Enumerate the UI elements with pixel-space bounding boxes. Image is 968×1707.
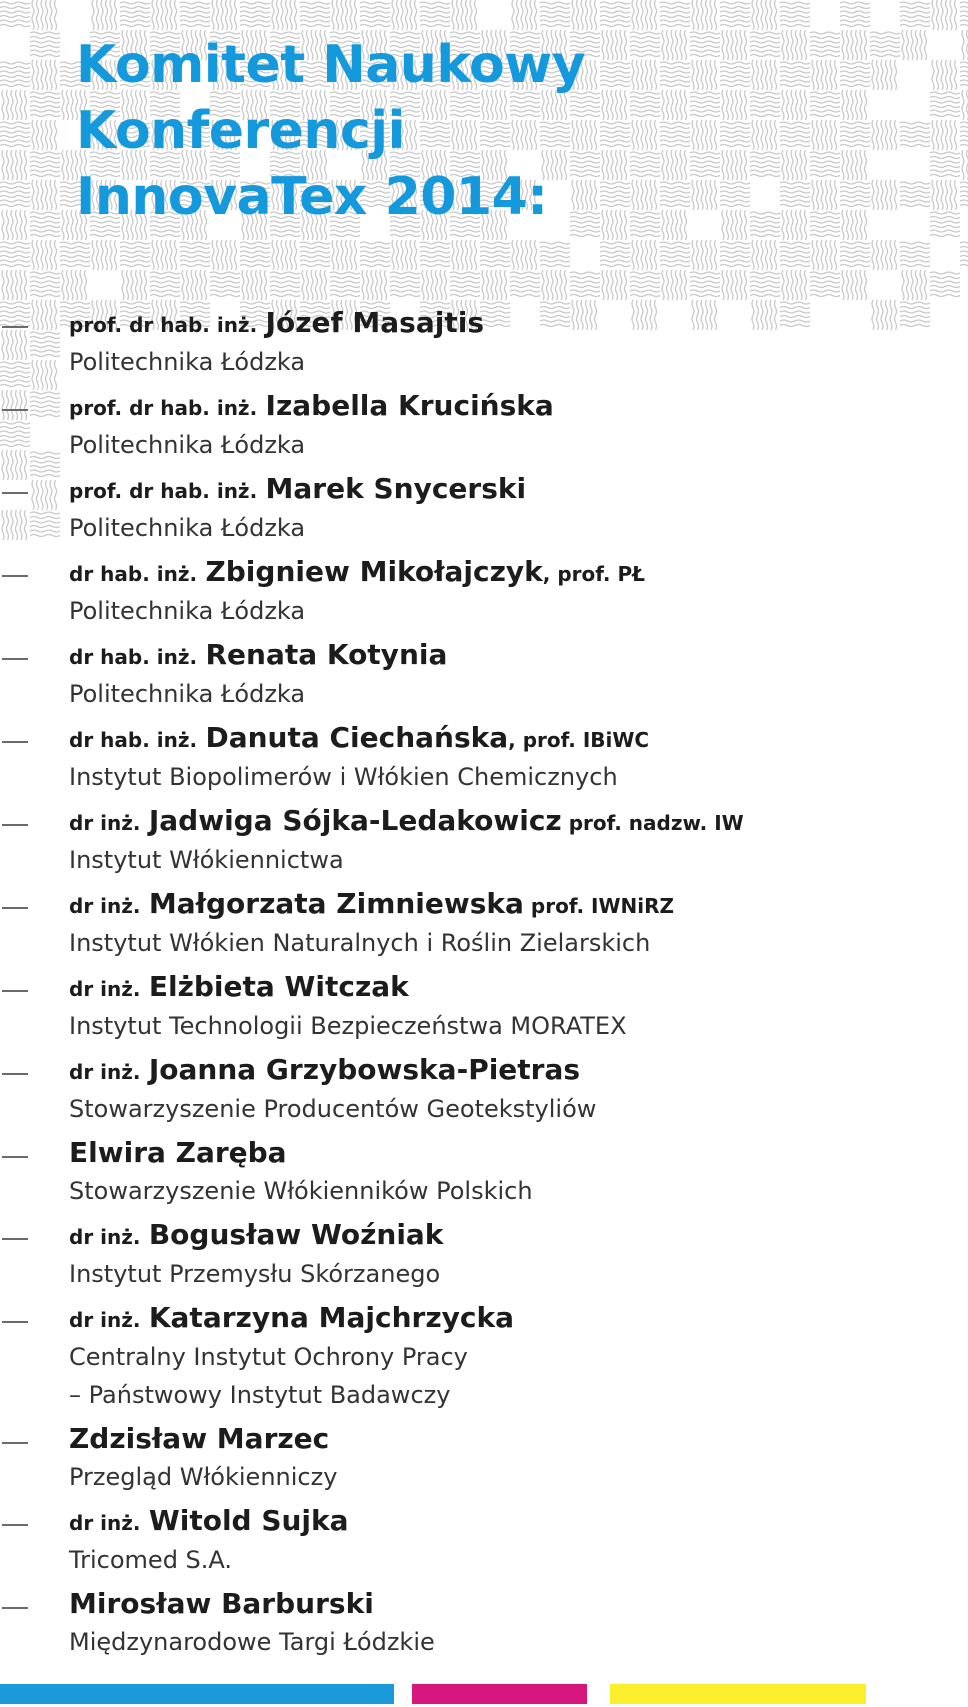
dash-marker [2,824,28,826]
wave-tile [960,2,968,27]
member-suffix: , prof. IBiWC [508,728,650,752]
dash-marker [2,1238,28,1240]
committee-member [0,554,968,630]
member-institution: Stowarzyszenie Włókienników Polskich [69,1177,533,1205]
wave-tile [662,90,687,120]
wave-tile [722,150,747,180]
member-institution: Instytut Przemysłu Skórzanego [69,1260,441,1288]
wave-tile [0,122,30,147]
member-suffix: , prof. PŁ [542,562,645,586]
member-institution: Politechnika Łódzka [69,597,306,625]
member-institution: Instytut Włókien Naturalnych i Roślin Zielarskich [69,929,651,957]
dash-marker [2,1524,28,1526]
committee-member [0,886,968,962]
wave-tile [812,180,837,210]
wave-tile [842,270,867,300]
wave-tile [660,2,690,27]
wave-tile [32,0,57,30]
wave-tile [602,210,627,240]
wave-tile [780,242,810,267]
wave-tile [930,212,960,237]
committee-member [0,969,968,1045]
member-institution: Politechnika Łódzka [69,348,306,376]
wave-tile [660,242,690,267]
member-name-line [69,388,968,426]
wave-tile [392,240,417,270]
wave-tile [422,270,447,300]
member-name: Jadwiga Sójka-Ledakowicz [148,804,562,837]
wave-tile [570,272,600,297]
wave-tile [782,30,807,60]
wave-tile [962,90,968,120]
wave-tile [872,60,897,90]
member-name-line [69,637,968,675]
dash-marker [2,1073,28,1075]
wave-tile [540,2,570,27]
wave-tile [330,272,360,297]
wave-tile [452,0,477,30]
wave-tile [960,182,968,207]
wave-tile [720,182,750,207]
wave-tile [542,270,567,300]
wave-tile [722,90,747,120]
member-title: dr hab. inż. [69,728,198,752]
wave-tile [392,0,417,30]
committee-member [0,1217,968,1293]
wave-tile [872,120,897,150]
committee-member [0,1135,968,1210]
wave-tile [690,272,720,297]
wave-tile [240,242,270,267]
wave-tile [690,152,720,177]
member-name-line [69,1503,968,1541]
wave-tile [752,240,777,270]
wave-tile [900,182,930,207]
wave-tile [632,240,657,270]
wave-tile [62,270,87,300]
committee-member [0,305,968,381]
dash-marker [2,326,28,328]
wave-tile [600,62,630,87]
wave-tile [32,120,57,150]
member-name: Zbigniew Mikołajczyk [205,555,543,588]
member-title: dr hab. inż. [69,562,198,586]
wave-tile [2,210,27,240]
wave-tile [720,122,750,147]
wave-tile [870,32,900,57]
wave-tile [932,0,957,30]
wave-tile [632,180,657,210]
wave-tile [632,120,657,150]
wave-tile [32,180,57,210]
member-name: Józef Masajtis [265,306,484,339]
dash-marker [2,409,28,411]
member-title: dr inż. [69,1060,141,1084]
wave-tile [0,242,30,267]
wave-tile [960,122,968,147]
wave-tile [782,270,807,300]
wave-tile [930,92,960,117]
yellow-bar [610,1684,866,1704]
dash-marker [2,1442,28,1444]
wave-tile [750,152,780,177]
wave-tile [810,32,840,57]
wave-tile [750,32,780,57]
committee-member-list [0,305,968,1668]
wave-tile [180,242,210,267]
wave-tile [452,240,477,270]
wave-tile [692,180,717,210]
wave-tile [720,62,750,87]
wave-tile [480,242,510,267]
wave-tile [630,152,660,177]
wave-tile [932,180,957,210]
wave-tile [510,272,540,297]
member-name-line [69,1586,968,1623]
member-title: prof. dr hab. inż. [69,479,258,503]
wave-tile [662,270,687,300]
wave-tile [722,210,747,240]
wave-tile [632,0,657,30]
wave-tile [362,270,387,300]
wave-tile [842,210,867,240]
member-institution: Przegląd Włókienniczy [69,1463,338,1491]
wave-tile [240,2,270,27]
wave-tile [662,210,687,240]
wave-tile [30,152,60,177]
member-suffix: prof. nadzw. IW [561,811,744,835]
wave-tile [272,240,297,270]
wave-tile [0,2,30,27]
wave-tile [0,62,30,87]
wave-tile [152,240,177,270]
member-institution: Międzynarodowe Targi Łódzkie [69,1628,435,1656]
title-line-2: Konferencji [76,101,405,161]
member-title: dr inż. [69,1511,141,1535]
wave-tile [30,92,60,117]
wave-tile [692,60,717,90]
committee-member [0,1300,968,1414]
member-institution: Stowarzyszenie Producentów Geotekstyliów [69,1095,597,1123]
wave-tile [540,242,570,267]
wave-tile [0,182,30,207]
member-institution: Instytut Biopolimerów i Włókien Chemicznych [69,763,618,791]
wave-tile [602,30,627,60]
wave-tile [270,272,300,297]
wave-tile [360,2,390,27]
dash-marker [2,907,28,909]
wave-tile [812,60,837,90]
member-name: Zdzisław Marzec [69,1422,330,1455]
wave-tile [602,90,627,120]
wave-tile [752,60,777,90]
committee-member [0,803,968,879]
member-name: Joanna Grzybowska-Pietras [148,1053,581,1086]
member-name: Marek Snycerski [265,472,527,505]
committee-member [0,1052,968,1128]
wave-tile [840,62,870,87]
wave-tile [720,242,750,267]
member-name-line [69,1052,968,1090]
member-institution-line-2: – Państwowy Instytut Badawczy [69,1381,451,1409]
member-title: dr inż. [69,811,141,835]
wave-tile [932,120,957,150]
wave-tile [752,120,777,150]
wave-tile [92,240,117,270]
wave-tile [390,272,420,297]
member-name-line [69,1300,968,1338]
wave-tile [780,62,810,87]
wave-tile [692,0,717,30]
wave-tile [722,270,747,300]
color-bars [0,1684,968,1704]
member-title: dr hab. inż. [69,645,198,669]
wave-tile [600,182,630,207]
wave-tile [690,92,720,117]
wave-tile [572,0,597,30]
wave-tile [960,242,968,267]
member-title: dr inż. [69,1225,141,1249]
wave-tile [782,90,807,120]
wave-tile [152,0,177,30]
wave-tile [242,270,267,300]
wave-tile [630,92,660,117]
wave-tile [182,270,207,300]
wave-tile [930,272,960,297]
wave-tile [872,240,897,270]
dash-marker [2,741,28,743]
member-title: dr inż. [69,1308,141,1332]
wave-tile [300,2,330,27]
member-name: Renata Kotynia [205,638,448,671]
wave-tile [630,212,660,237]
member-name-line [69,1217,968,1255]
wave-tile [360,242,390,267]
wave-tile [962,150,968,180]
dash-marker [2,990,28,992]
page-title [76,32,585,230]
member-name-line [69,969,968,1007]
wave-tile [32,240,57,270]
wave-tile [932,60,957,90]
wave-tile [60,242,90,267]
wave-tile [632,60,657,90]
wave-tile [752,0,777,30]
wave-tile [30,212,60,237]
wave-tile [810,152,840,177]
wave-tile [962,30,968,60]
wave-tile [332,0,357,30]
member-name: Elwira Zaręba [69,1136,287,1169]
member-name-line [69,554,968,592]
wave-tile [512,240,537,270]
committee-member [0,388,968,464]
wave-tile [600,122,630,147]
wave-tile [812,240,837,270]
member-institution: Politechnika Łódzka [69,514,306,542]
wave-tile [2,270,27,300]
wave-tile [902,30,927,60]
wave-tile [300,242,330,267]
magenta-bar [412,1684,587,1704]
wave-tile [780,2,810,27]
wave-tile [662,30,687,60]
wave-tile [842,150,867,180]
wave-tile [212,240,237,270]
member-name: Małgorzata Zimniewska [148,887,524,920]
dash-marker [2,492,28,494]
member-name-line [69,305,968,343]
wave-tile [840,2,870,27]
committee-member [0,1503,968,1579]
wave-tile [630,32,660,57]
wave-tile [840,122,870,147]
wave-tile [662,150,687,180]
member-title: dr inż. [69,894,141,918]
committee-member [0,1421,968,1496]
wave-tile [150,272,180,297]
member-name: Witold Sujka [148,1504,349,1537]
wave-tile [482,270,507,300]
member-name: Izabella Krucińska [265,389,554,422]
wave-tile [450,272,480,297]
member-name-line [69,471,968,509]
member-title: dr inż. [69,977,141,1001]
wave-tile [750,92,780,117]
member-institution: Centralny Instytut Ochrony Pracy [69,1343,468,1371]
dash-marker [2,1321,28,1323]
wave-tile [842,90,867,120]
wave-tile [600,2,630,27]
wave-tile [122,270,147,300]
member-suffix: prof. IWNiRZ [523,894,675,918]
dash-marker [2,575,28,577]
wave-tile [812,120,837,150]
wave-tile [750,212,780,237]
wave-tile [872,180,897,210]
wave-tile [810,272,840,297]
wave-tile [780,182,810,207]
wave-tile [722,30,747,60]
wave-tile [720,2,750,27]
wave-tile [32,60,57,90]
wave-tile [212,0,237,30]
wave-tile [120,2,150,27]
wave-tile [690,32,720,57]
member-title: prof. dr hab. inż. [69,396,258,420]
wave-tile [810,92,840,117]
wave-tile [782,150,807,180]
wave-tile [2,90,27,120]
wave-tile [302,270,327,300]
title-line-1: Komitet Naukowy [76,35,586,95]
member-title: prof. dr hab. inż. [69,313,258,337]
wave-tile [692,120,717,150]
wave-tile [420,242,450,267]
wave-tile [2,150,27,180]
member-institution: Instytut Włókiennictwa [69,846,344,874]
member-name: Elżbieta Witczak [148,970,409,1003]
blue-bar [0,1684,394,1704]
member-name-line [69,886,968,924]
member-institution: Politechnika Łódzka [69,680,306,708]
member-institution: Tricomed S.A. [69,1546,233,1574]
wave-tile [842,30,867,60]
wave-tile [902,270,927,300]
member-name: Bogusław Woźniak [148,1218,444,1251]
wave-tile [840,182,870,207]
member-institution: Instytut Technologii Bezpieczeństwa MORATEX [69,1012,627,1040]
wave-tile [120,242,150,267]
wave-tile [930,152,960,177]
wave-tile [92,0,117,30]
wave-tile [692,240,717,270]
wave-tile [272,0,297,30]
member-institution: Politechnika Łódzka [69,431,306,459]
wave-tile [630,272,660,297]
wave-tile [180,2,210,27]
wave-tile [900,122,930,147]
wave-tile [900,2,930,27]
dash-marker [2,658,28,660]
member-name-line [69,1421,968,1458]
member-name-line [69,720,968,758]
wave-tile [602,270,627,300]
wave-tile [660,62,690,87]
wave-tile [900,242,930,267]
wave-tile [750,272,780,297]
dash-marker [2,1607,28,1609]
member-name-line [69,1135,968,1172]
wave-tile [660,182,690,207]
wave-tile [600,242,630,267]
wave-tile [30,32,60,57]
wave-tile [780,122,810,147]
committee-member [0,637,968,713]
dash-marker [2,1156,28,1158]
wave-tile [960,62,968,87]
committee-member [0,720,968,796]
wave-tile [810,212,840,237]
member-name: Danuta Ciechańska [205,721,509,754]
wave-tile [602,150,627,180]
committee-member [0,1586,968,1661]
wave-tile [840,242,870,267]
member-name: Mirosław Barburski [69,1587,374,1620]
wave-tile [30,272,60,297]
wave-tile [660,122,690,147]
wave-tile [210,272,240,297]
wave-tile [512,0,537,30]
member-name: Katarzyna Majchrzycka [148,1301,515,1334]
committee-member [0,471,968,547]
member-name-line [69,803,968,841]
wave-tile [782,210,807,240]
wave-tile [420,2,450,27]
title-line-3: InnovaTex 2014: [76,167,548,227]
wave-tile [332,240,357,270]
